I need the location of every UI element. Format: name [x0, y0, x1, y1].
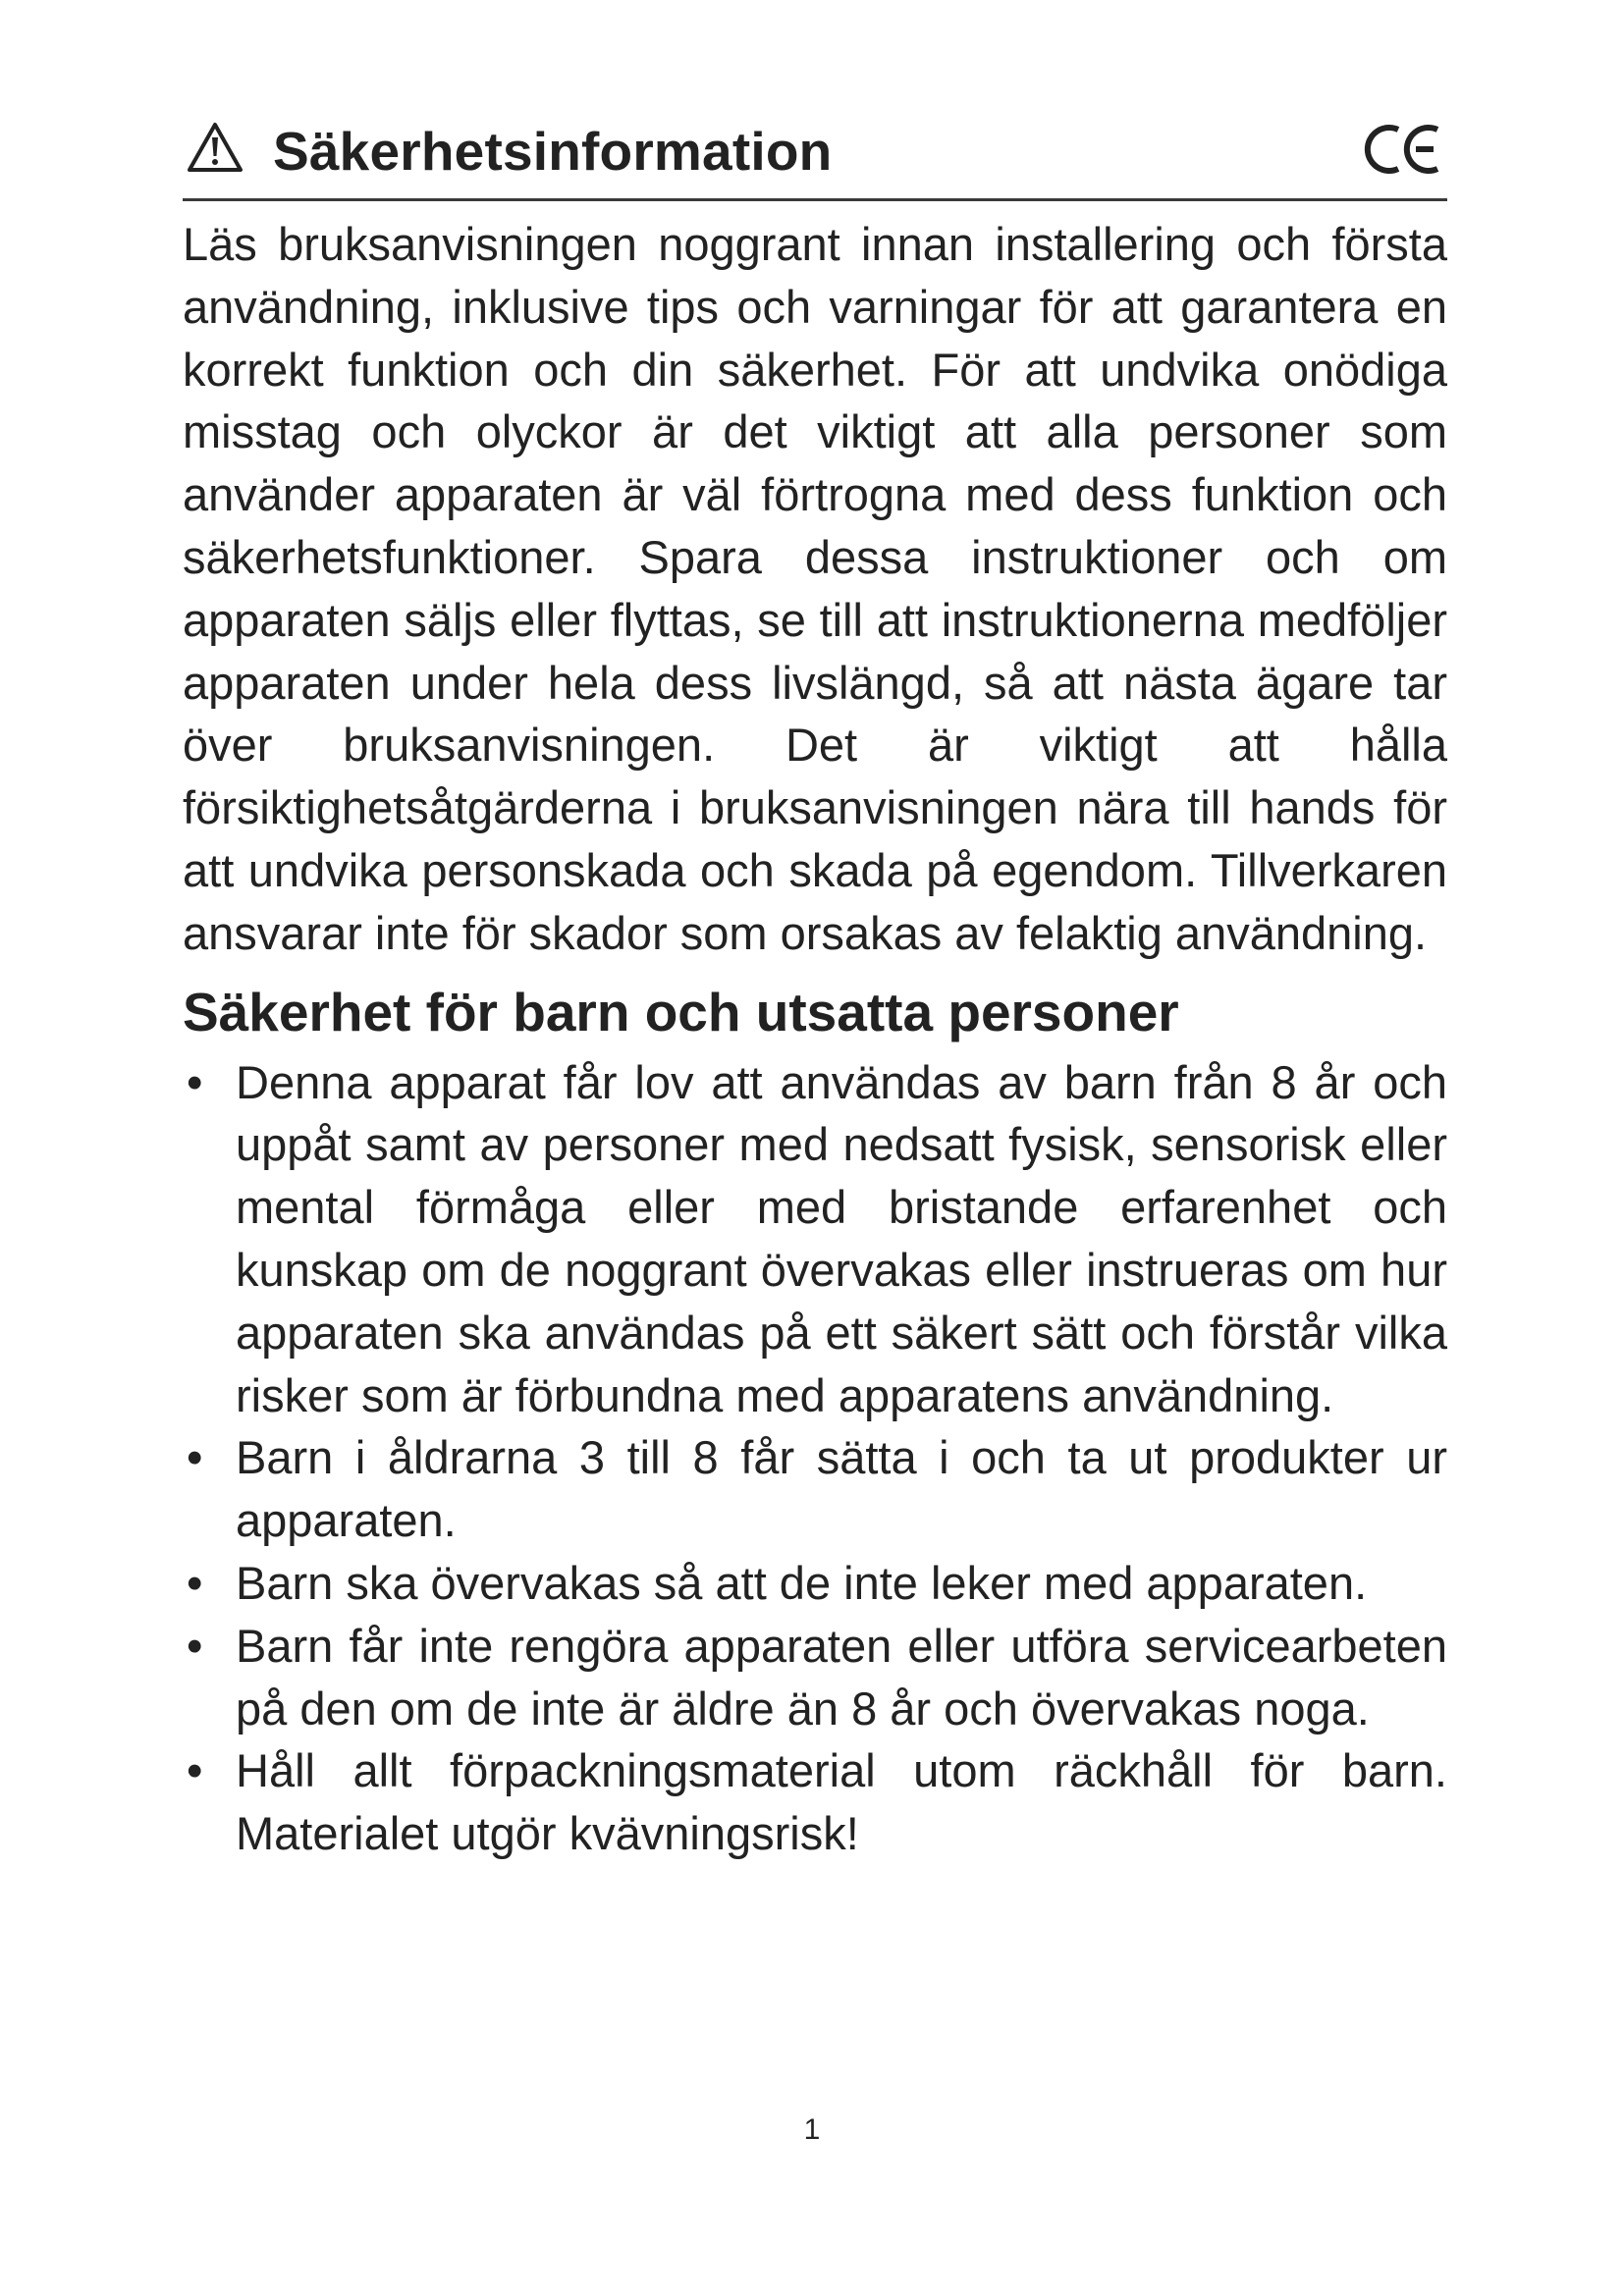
document-page: [183, 116, 1447, 1865]
page-number: 1: [803, 2113, 821, 2146]
list-item: [183, 1051, 1447, 1427]
bullet-icon: •: [187, 1619, 203, 1672]
list-item: [183, 1615, 1447, 1740]
safety-bullet-list: [183, 1051, 1447, 1865]
section-header: [183, 116, 1447, 201]
list-item-text: Barn i åldrarna 3 till 8 får sätta i och ta ut produkter ur apparaten.: [236, 1431, 1447, 1547]
list-item-text: Denna apparat får lov att användas av barn från 8 år och uppåt samt av personer med nedsatt fysisk, sensorisk eller mental förmåga eller med bristande erfarenhet och kunskap om de noggrant övervakas eller instrueras om hur apparaten ska användas på ett säkert sätt och förstår vilka risker som är förbundna med apparatens användning.: [236, 1055, 1447, 1421]
bullet-icon: •: [187, 1431, 203, 1484]
list-item-text: Håll allt förpackningsmaterial utom räckhåll för barn. Materialet utgör kvävningsrisk!: [236, 1744, 1447, 1860]
list-item-text: Barn ska övervakas så att de inte leker med apparaten.: [236, 1556, 1368, 1609]
section-heading: Säkerhet för barn och utsatta personer: [183, 981, 1179, 1042]
bullet-icon: •: [187, 1556, 203, 1609]
page-title: Säkerhetsinformation: [273, 121, 833, 182]
list-item: [183, 1426, 1447, 1552]
bullet-icon: •: [187, 1744, 203, 1797]
ce-mark-icon: [1363, 120, 1443, 179]
list-item-text: Barn får inte rengöra apparaten eller utföra servicearbeten på den om de inte är äldre än 8 år och övervakas noga.: [236, 1619, 1447, 1735]
warning-triangle-icon: [187, 122, 244, 173]
intro-paragraph: Läs bruksanvisningen noggrant innan installering och första användning, inklusive tips och varningar för att garantera en korrekt funktion och din säkerhet. För att undvika onödiga misstag och olyckor är det viktigt att alla personer som använder apparaten är väl förtrogna med dess funktion och säkerhetsfunktioner. Spara dessa instruktioner och om apparaten säljs eller flyttas, se till att instruktionerna medföljer apparaten under hela dess livslängd, så att nästa ägare tar över bruksanvisningen. Det är viktigt att hålla försiktighetsåtgärderna i bruksanvisningen nära till hands för att undvika personskada och skada på egendom. Tillverkaren ansvarar inte för skador som orsakas av felaktig användning.: [183, 218, 1447, 959]
list-item: [183, 1552, 1447, 1615]
list-item: [183, 1739, 1447, 1865]
bullet-icon: •: [187, 1055, 203, 1108]
